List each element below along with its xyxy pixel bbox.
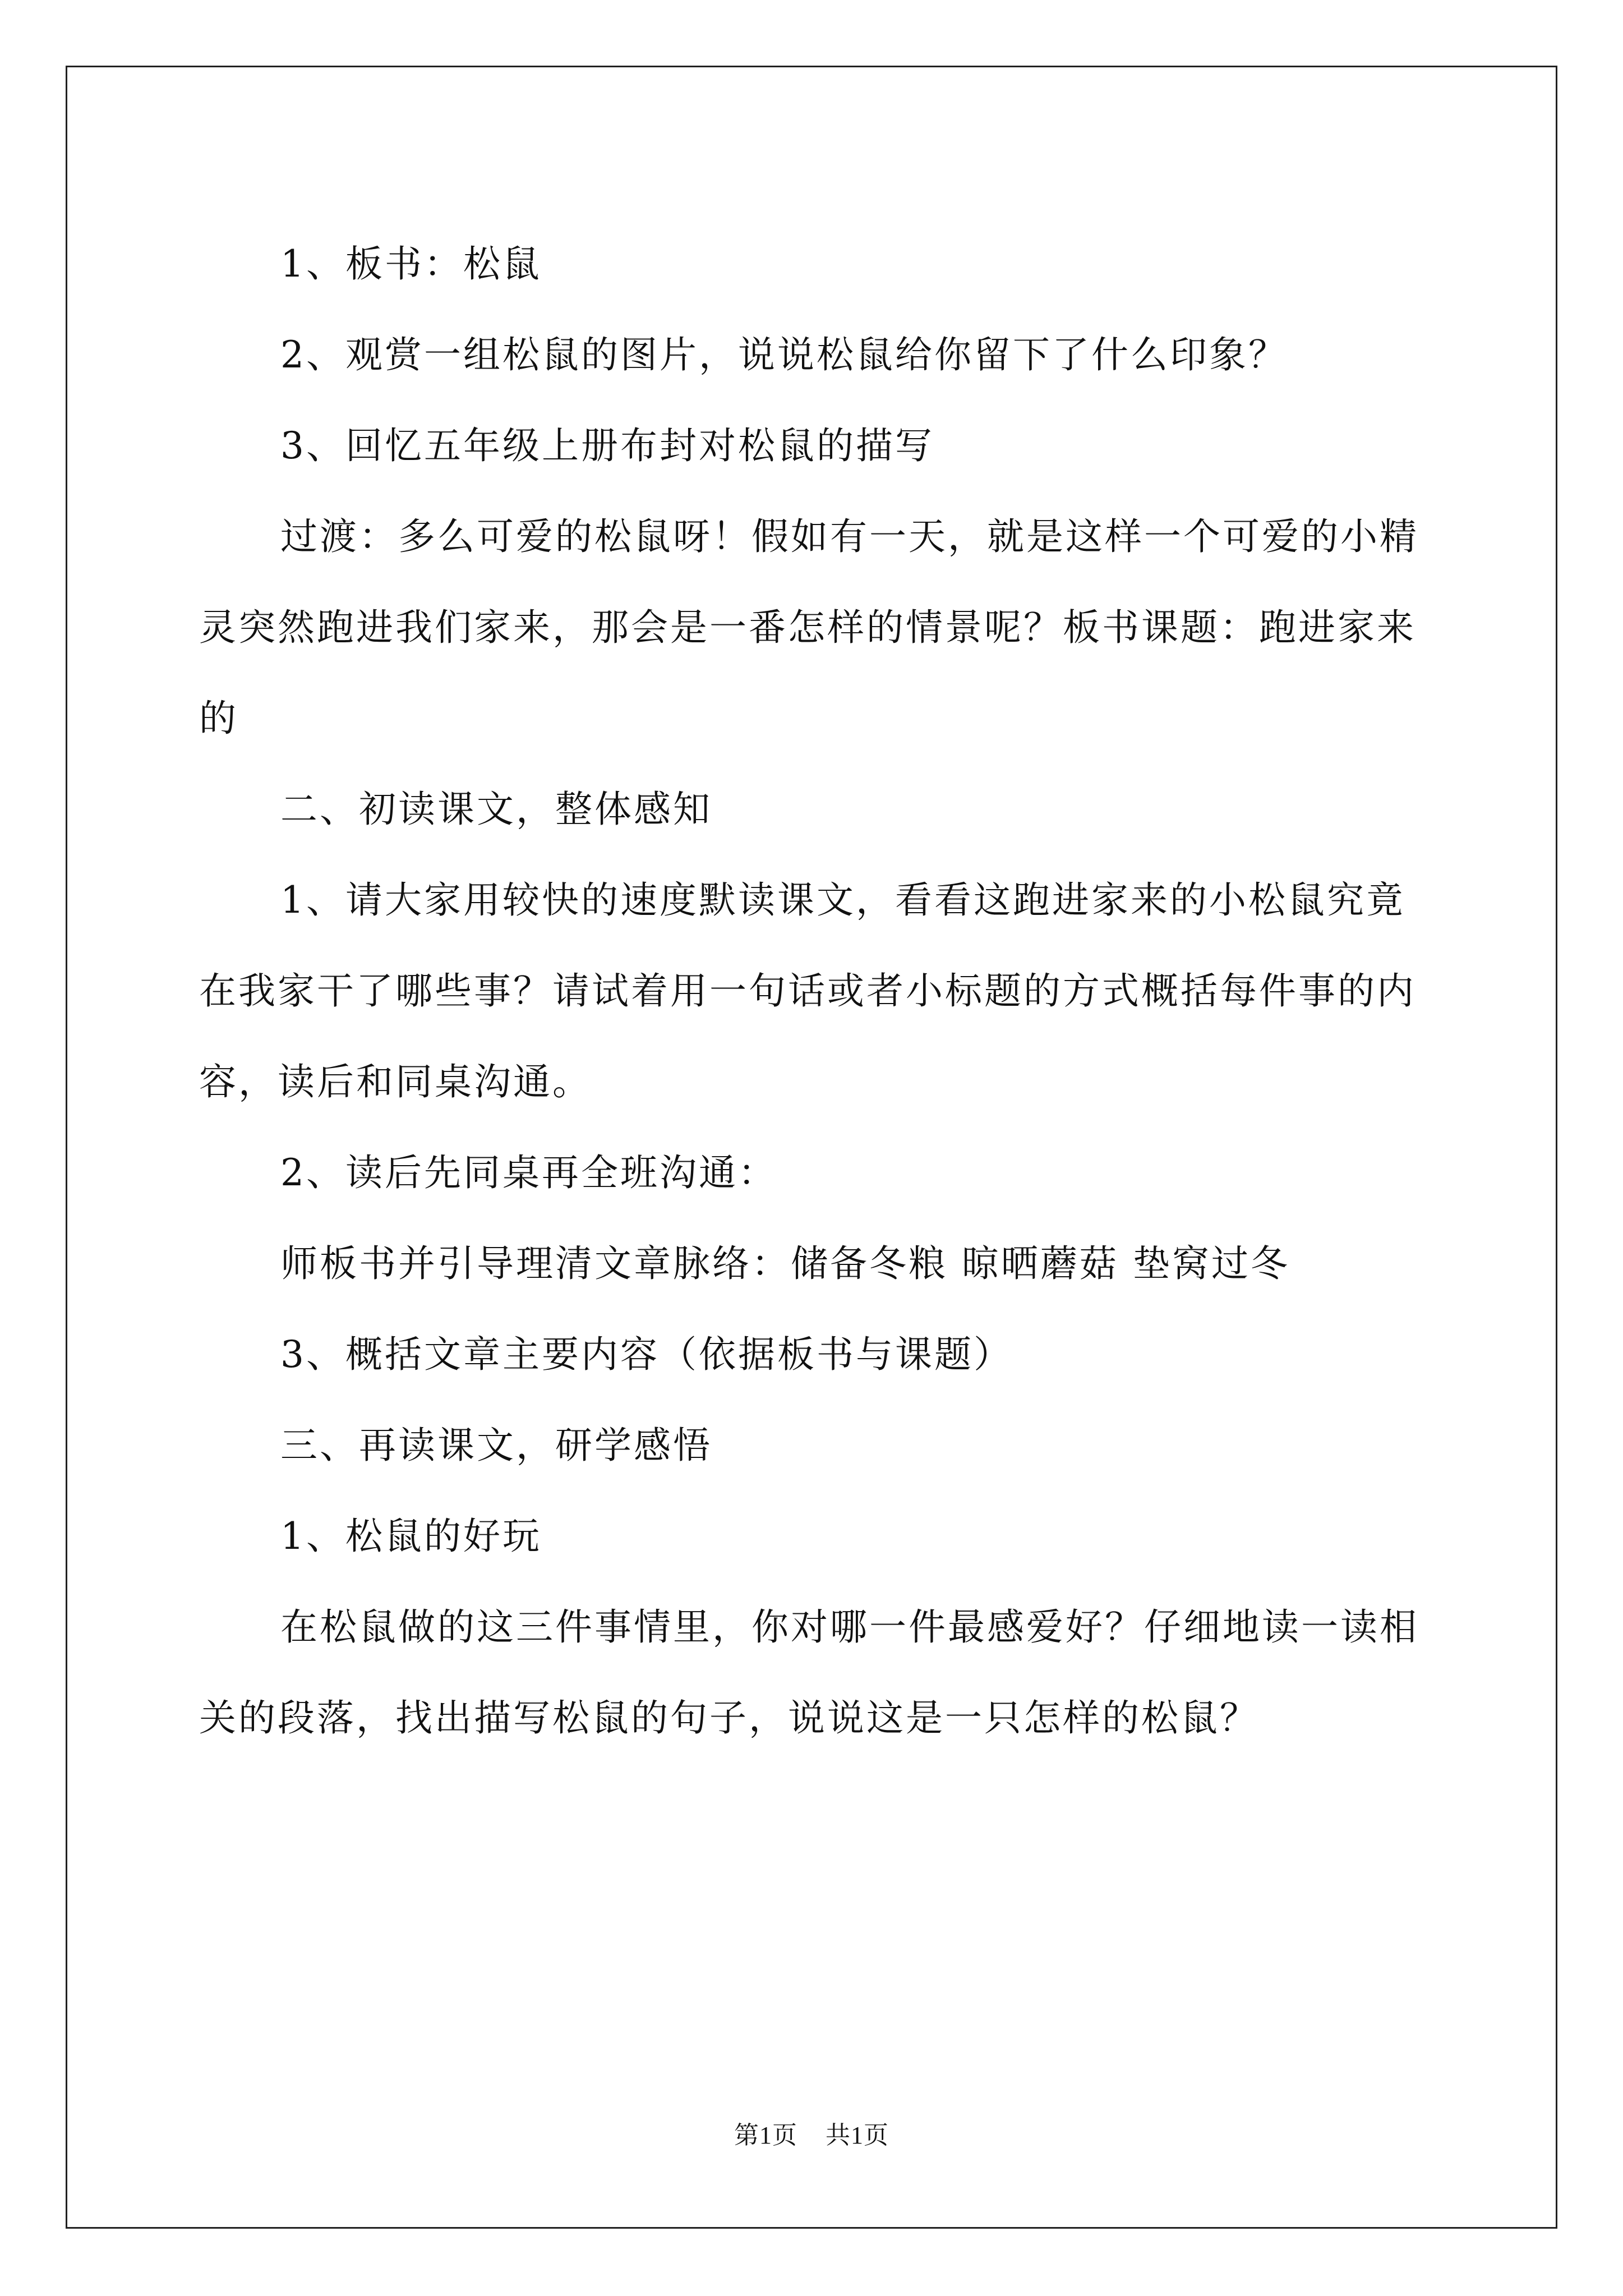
paragraph: 师板书并引导理清文章脉络：储备冬粮 晾晒蘑菇 垫窝过冬 <box>280 1242 1290 1285</box>
paragraph: 3、回忆五年级上册布封对松鼠的描写 <box>280 424 934 467</box>
page-number: 第1页 <box>734 2122 797 2149</box>
paragraph: 1、请大家用较快的速度默读课文，看看这跑进家来的小松鼠究竟在我家干了哪些事？请试着用一句话或者小标题的方式概括每件事的内容，读后和同桌沟通。 <box>199 878 1416 1103</box>
paragraph: 2、观赏一组松鼠的图片，说说松鼠给你留下了什么印象？ <box>280 333 1288 376</box>
paragraph: 3、概括文章主要内容（依据板书与课题） <box>280 1333 1013 1376</box>
document-body <box>199 219 1427 1764</box>
paragraph: 2、读后先同桌再全班沟通： <box>280 1151 777 1194</box>
page-total: 共1页 <box>826 2122 889 2149</box>
paragraph: 1、板书：松鼠 <box>280 242 542 286</box>
section-heading: 二、初读课文，整体感知 <box>280 788 712 831</box>
section-heading: 三、再读课文，研学感悟 <box>280 1424 712 1467</box>
paragraph: 1、松鼠的好玩 <box>280 1515 542 1558</box>
paragraph: 过渡：多么可爱的松鼠呀！假如有一天，就是这样一个可爱的小精灵突然跑进我们家来，那会是一番怎样的情景呢？板书课题：跑进家来的 <box>199 515 1419 740</box>
paragraph: 在松鼠做的这三件事情里，你对哪一件最感爱好？仔细地读一读相关的段落，找出描写松鼠的句子，说说这是一只怎样的松鼠？ <box>199 1605 1419 1740</box>
page-footer <box>0 2115 1623 2151</box>
